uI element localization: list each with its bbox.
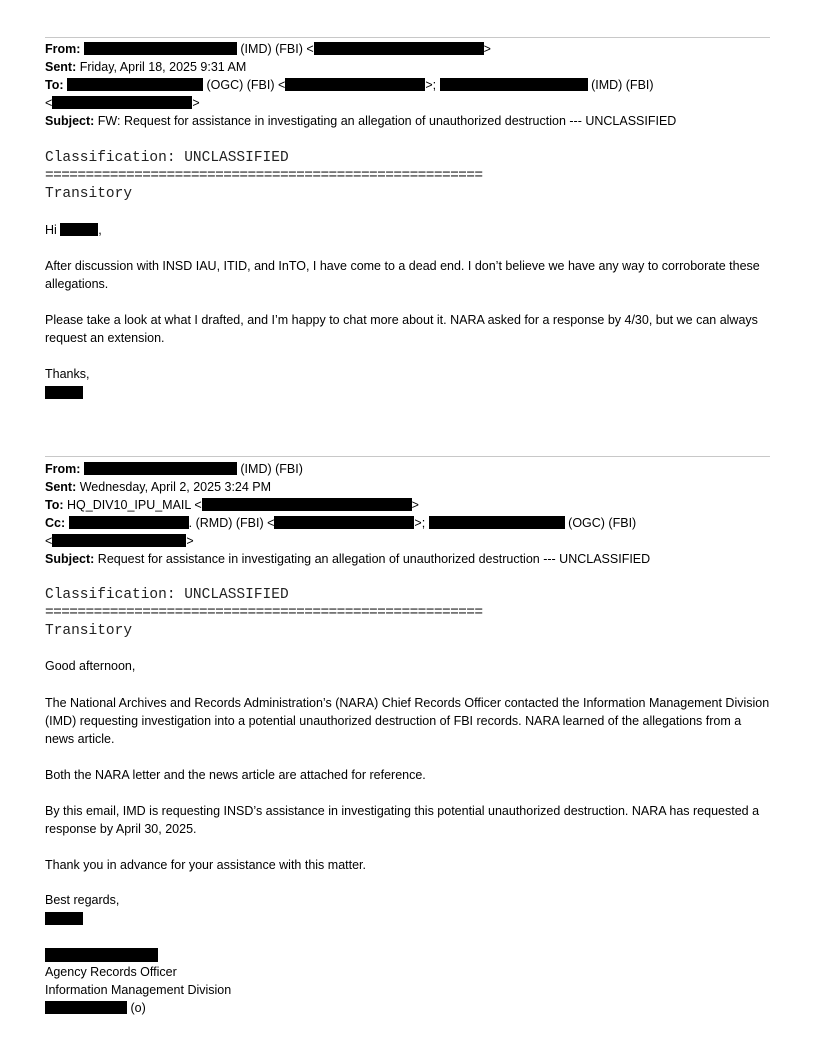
email1-to-row-cont: [45, 94, 775, 112]
to-value: HQ_DIV10_IPU_MAIL <: [67, 498, 202, 512]
signature-redaction: [45, 912, 83, 925]
email1-header: [45, 40, 775, 130]
email2-subject-row: [45, 550, 775, 568]
recipient-separator: >;: [414, 516, 426, 530]
classification-line: Classification: UNCLASSIFIED: [45, 587, 289, 603]
angle-bracket: >: [411, 498, 419, 512]
cc-label: Cc:: [45, 516, 66, 530]
redaction: [202, 498, 412, 511]
classification-line: Classification: UNCLASSIFIED: [45, 150, 289, 166]
angle-bracket: <: [45, 96, 53, 110]
from-suffix: (IMD) (FBI) <: [240, 42, 314, 56]
classification-divider: ======================================================: [45, 605, 483, 621]
angle-bracket: >: [186, 534, 194, 548]
header-separator: [45, 37, 770, 38]
redaction: [60, 223, 98, 236]
signature-redaction: [45, 386, 83, 399]
email2-signoff: Best regards,: [45, 893, 120, 907]
header-separator: [45, 456, 770, 457]
sent-label: Sent:: [45, 60, 77, 74]
email1-greeting: [45, 221, 773, 239]
email2-greeting: Good afternoon,: [45, 659, 136, 673]
email2-paragraph-4: Thank you in advance for your assistance with this matter.: [45, 858, 366, 872]
email1-paragraph-1: After discussion with INSD IAU, ITID, and InTO, I have come to a dead end. I don’t believe we have any way to corroborate these allegations.: [45, 259, 760, 291]
email2-from-row: [45, 460, 775, 478]
email1-subject-row: [45, 112, 775, 130]
redaction: [429, 516, 565, 529]
email2-cc-row: [45, 514, 775, 532]
cc-part: . (RMD) (FBI) <: [188, 516, 275, 530]
subject-label: Subject:: [45, 114, 95, 128]
email2-paragraph-3: By this email, IMD is requesting INSD’s assistance in investigating this potential unauthorized destruction. NARA has requested a response by April 30, 2025.: [45, 804, 760, 836]
email1-to-row: [45, 76, 775, 94]
subject-value: Request for assistance in investigating an allegation of unauthorized destruction --- UNCLASSIFIED: [97, 552, 651, 566]
from-suffix: (IMD) (FBI): [240, 462, 303, 476]
signature-title: Agency Records Officer: [45, 965, 177, 979]
signature-division: Information Management Division: [45, 983, 232, 997]
redaction: [52, 534, 186, 547]
email2-header: [45, 460, 775, 568]
transitory-label: Transitory: [45, 623, 133, 639]
email1-sent-row: [45, 58, 775, 76]
transitory-label: Transitory: [45, 186, 133, 202]
greeting-punct: ,: [98, 223, 102, 237]
redaction: [84, 42, 237, 55]
recipient-separator: >;: [425, 78, 437, 92]
to-part: (OGC) (FBI) <: [206, 78, 286, 92]
redaction: [45, 1001, 127, 1014]
subject-label: Subject:: [45, 552, 95, 566]
email1-from-row: [45, 40, 775, 58]
email2-sent-row: [45, 478, 775, 496]
signature-name-redaction: [45, 948, 158, 962]
email2-cc-row-cont: [45, 532, 775, 550]
redaction: [67, 78, 203, 91]
to-label: To:: [45, 498, 64, 512]
to-label: To:: [45, 78, 64, 92]
classification-divider: ======================================================: [45, 168, 483, 184]
from-label: From:: [45, 462, 81, 476]
angle-bracket: <: [45, 534, 53, 548]
redaction: [84, 462, 237, 475]
sent-label: Sent:: [45, 480, 77, 494]
angle-bracket: >: [192, 96, 200, 110]
redaction: [314, 42, 484, 55]
email2-paragraph-2: Both the NARA letter and the news article are attached for reference.: [45, 768, 426, 782]
cc-part: (OGC) (FBI): [568, 516, 637, 530]
from-label: From:: [45, 42, 81, 56]
sent-value: Wednesday, April 2, 2025 3:24 PM: [79, 480, 272, 494]
email1-paragraph-2: Please take a look at what I drafted, and I’m happy to chat more about it. NARA asked for a response by 4/30, but we can always request an extension.: [45, 313, 758, 345]
redaction: [274, 516, 414, 529]
sent-value: Friday, April 18, 2025 9:31 AM: [79, 60, 247, 74]
phone-suffix: (o): [130, 1001, 146, 1015]
signature-phone-row: [45, 999, 773, 1017]
angle-bracket: >: [483, 42, 491, 56]
redaction: [69, 516, 189, 529]
redaction: [52, 96, 192, 109]
redaction: [285, 78, 425, 91]
subject-value: FW: Request for assistance in investigating an allegation of unauthorized destruction --- UNCLASSIFIED: [97, 114, 677, 128]
greeting-text: Hi: [45, 223, 57, 237]
redaction: [440, 78, 588, 91]
to-part: (IMD) (FBI): [591, 78, 654, 92]
email2-to-row: [45, 496, 775, 514]
email1-signoff: Thanks,: [45, 367, 90, 381]
email2-paragraph-1: The National Archives and Records Administration’s (NARA) Chief Records Officer contacted the Information Management Division (IMD) requesting investigation into a potential unauthorized destruction of FBI records. NARA learned of the allegations from a news article.: [45, 696, 770, 746]
